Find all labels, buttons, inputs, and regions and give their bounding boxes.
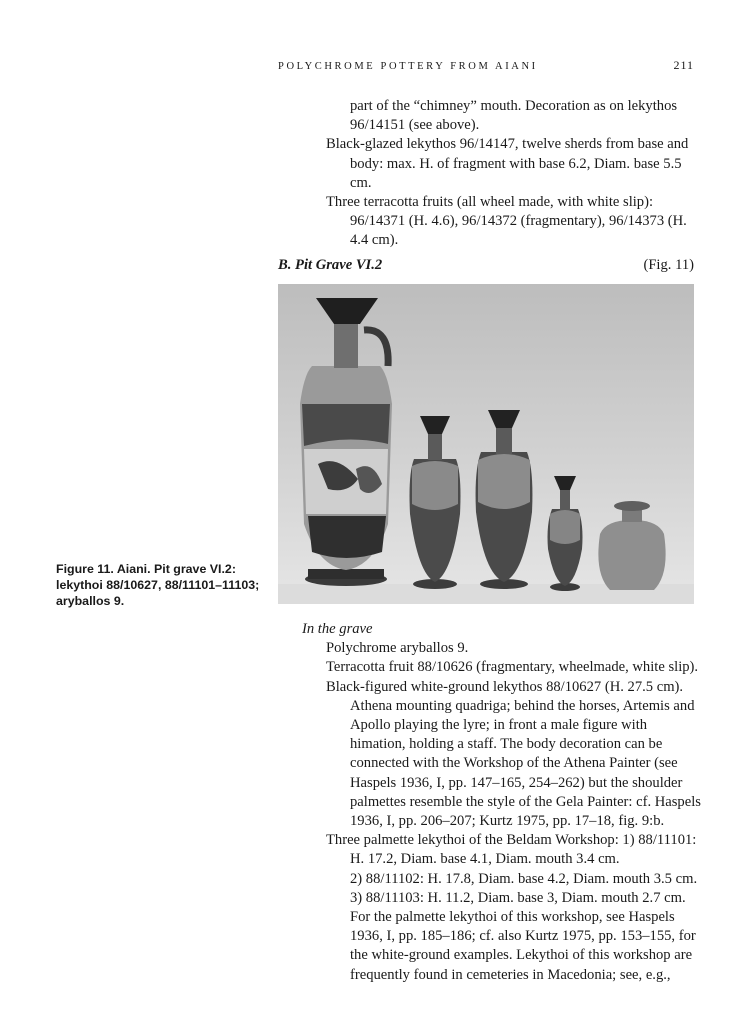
grave-item-palmette-lekythoi: Three palmette lekythoi of the Beldam Workshop: 1) 88/11101: H. 17.2, Diam. base 4.1, Diam. mouth 3.4 cm. bbox=[326, 832, 697, 868]
palmette-lekythos-1 bbox=[410, 416, 461, 589]
running-head bbox=[278, 58, 694, 73]
grave-item-aryballos: Polychrome aryballos 9. bbox=[326, 640, 469, 657]
grave-contents bbox=[302, 620, 702, 985]
running-title: POLYCHROME POTTERY FROM AIANI bbox=[278, 61, 538, 72]
grave-item-palmette-lekythoi-continued: 2) 88/11102: H. 17.8, Diam. base 4.2, Diam. mouth 3.5 cm. 3) 88/11103: H. 11.2, Diam. base 3, Diam. mouth 2.7 cm. For the palmette lekythoi of this workshop, see Haspels 1936, I, pp. 185–186; cf. also Kurtz 1975, pp. 153–155, for the white-ground examples. Lekythoi of this workshop are frequently found in cemeteries in Macedonia; see, e.g., bbox=[350, 870, 698, 983]
entry-terracotta-fruits: Three terracotta fruits (all wheel made, with white slip): 96/14371 (H. 4.6), 96/14372 (fragmentary), 96/14373 (H. 4.4 cm). bbox=[326, 194, 687, 249]
catalogue-continuation bbox=[326, 97, 696, 251]
page-number: 211 bbox=[673, 58, 694, 72]
grave-item-white-ground-lekythos: Black-figured white-ground lekythos 88/10627 (H. 27.5 cm). Athena mounting quadriga; behind the horses, Artemis and Apollo playing the lyre; in front a male figure with himation, holding a staff. The body decoration can be connected with the Workshop of the Athena Painter (see Haspels 1936, I, pp. 147–165, 254–262) but the shoulder palmettes resemble the style of the Gela Painter: cf. Haspels 1936, I, pp. 206–207; Kurtz 1975, pp. 17–18, fig. 9:b. bbox=[326, 678, 701, 830]
palmette-lekythos-2 bbox=[476, 410, 533, 589]
figure-photograph bbox=[278, 284, 694, 604]
section-heading bbox=[278, 257, 694, 274]
aryballos-vessel bbox=[598, 501, 665, 590]
continued-entry: part of the “chimney” mouth. Decoration as on lekythos 96/14151 (see above). bbox=[350, 98, 678, 134]
grave-item-terracotta-fruit: Terracotta fruit 88/10626 (fragmentary, wheelmade, white slip). bbox=[326, 659, 699, 676]
entry-black-glazed-lekythos: Black-glazed lekythos 96/14147, twelve sherds from base and body: max. H. of fragment with base 6.2, Diam. base 5.5 cm. bbox=[326, 136, 689, 191]
small-palmette-lekythos bbox=[548, 476, 583, 591]
large-lekythos-vessel bbox=[300, 298, 392, 586]
figure-caption: Figure 11. Aiani. Pit grave VI.2: lekythoi 88/10627, 88/11101–11103; aryballos 9. bbox=[56, 562, 260, 608]
figure-reference: (Fig. 11) bbox=[643, 257, 694, 273]
vessels-photo-illustration bbox=[278, 284, 694, 604]
section-title: B. Pit Grave VI.2 bbox=[278, 257, 383, 273]
grave-subheading: In the grave bbox=[302, 621, 373, 637]
